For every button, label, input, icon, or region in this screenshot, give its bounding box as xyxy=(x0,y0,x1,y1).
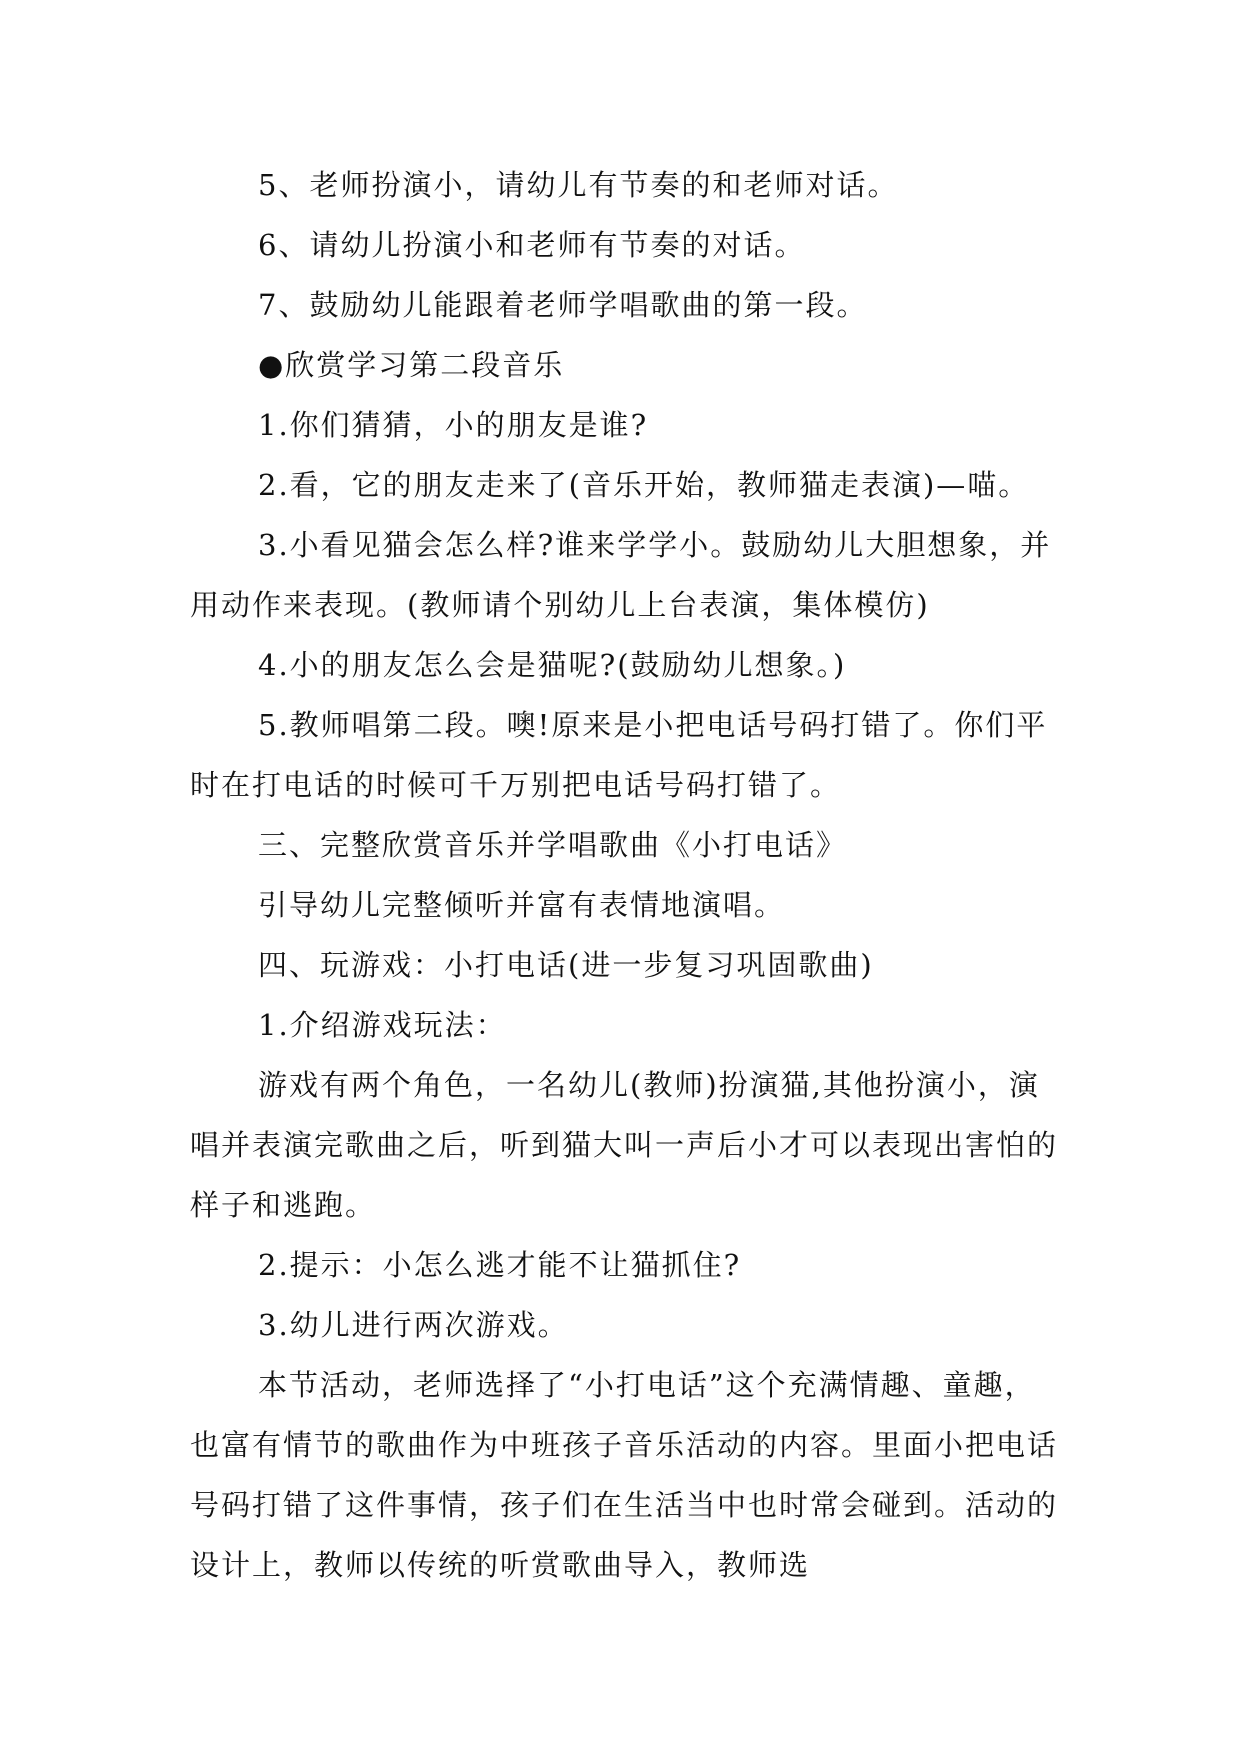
paragraph-game-rules: 游戏有两个角色，一名幼儿(教师)扮演猫,其他扮演小，演唱并表演完歌曲之后，听到猫大叫一声后小才可以表现出害怕的样子和逃跑。 xyxy=(190,1068,1059,1222)
paragraph-item-2: 2.看，它的朋友走来了(音乐开始，教师猫走表演)—喵。 xyxy=(258,468,1030,502)
paragraph-step-7: 7、鼓励幼儿能跟着老师学唱歌曲的第一段。 xyxy=(258,288,868,322)
paragraph-item-5: 5.教师唱第二段。噢!原来是小把电话号码打错了。你们平时在打电话的时候可千万别把电话号码打错了。 xyxy=(190,708,1048,802)
paragraph-game-item-2: 2.提示：小怎么逃才能不让猫抓住? xyxy=(258,1248,742,1282)
paragraph-game-item-1: 1.介绍游戏玩法： xyxy=(258,1008,507,1042)
section-heading-second-music: ●欣赏学习第二段音乐 xyxy=(258,348,565,382)
paragraph-item-1: 1.你们猜猜，小的朋友是谁? xyxy=(258,408,649,442)
section-heading-three: 三、完整欣赏音乐并学唱歌曲《小打电话》 xyxy=(258,828,848,862)
paragraph-guide: 引导幼儿完整倾听并富有表情地演唱。 xyxy=(258,888,786,922)
paragraph-game-item-3: 3.幼儿进行两次游戏。 xyxy=(258,1308,569,1342)
paragraph-item-4: 4.小的朋友怎么会是猫呢?(鼓励幼儿想象。) xyxy=(258,648,847,682)
paragraph-step-5: 5、老师扮演小，请幼儿有节奏的和老师对话。 xyxy=(258,168,899,202)
paragraph-item-3: 3.小看见猫会怎么样?谁来学学小。鼓励幼儿大胆想象，并用动作来表现。(教师请个别幼儿上台表演，集体模仿) xyxy=(190,528,1052,622)
paragraph-step-6: 6、请幼儿扮演小和老师有节奏的对话。 xyxy=(258,228,806,262)
paragraph-reflection: 本节活动，老师选择了“小打电话”这个充满情趣、童趣，也富有情节的歌曲作为中班孩子音乐活动的内容。里面小把电话号码打错了这件事情，孩子们在生活当中也时常会碰到。活动的设计上，教师以传统的听赏歌曲导入，教师选 xyxy=(190,1368,1059,1582)
document-body xyxy=(190,155,1060,1595)
section-heading-four: 四、玩游戏：小打电话(进一步复习巩固歌曲) xyxy=(258,948,874,982)
